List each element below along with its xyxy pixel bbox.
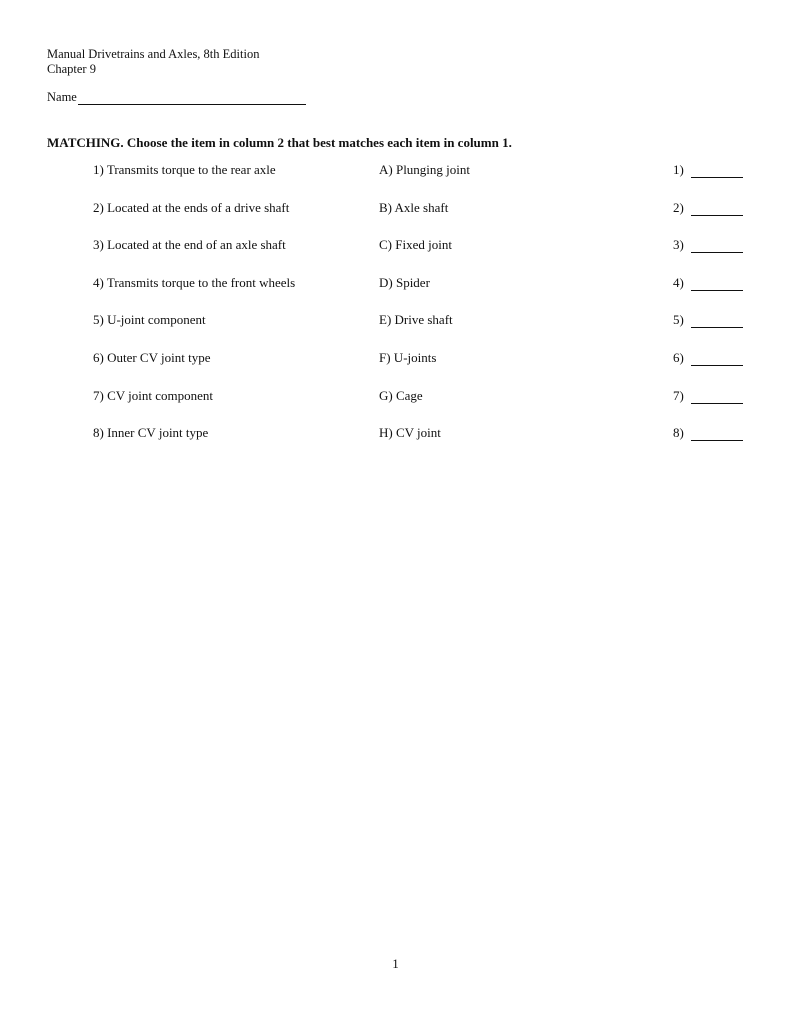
answer-label: 7) bbox=[673, 387, 684, 403]
column1-item: 6) Outer CV joint type bbox=[93, 349, 211, 365]
matching-row bbox=[0, 200, 791, 238]
answer-field[interactable] bbox=[673, 200, 743, 216]
book-title: Manual Drivetrains and Axles, 8th Edition bbox=[47, 47, 260, 61]
column2-option: G) Cage bbox=[379, 387, 423, 403]
name-label: Name bbox=[47, 90, 77, 104]
page-number: 1 bbox=[392, 956, 399, 971]
matching-row bbox=[0, 162, 791, 200]
answer-blank-line[interactable] bbox=[691, 164, 743, 178]
column2-option: D) Spider bbox=[379, 274, 430, 290]
answer-field[interactable] bbox=[673, 425, 743, 441]
document-header bbox=[47, 47, 259, 77]
answer-label: 3) bbox=[673, 237, 684, 253]
column1-item: 5) U-joint component bbox=[93, 312, 206, 328]
answer-blank-line[interactable] bbox=[691, 239, 743, 253]
answer-blank-line[interactable] bbox=[691, 427, 743, 441]
matching-instructions: MATCHING. Choose the item in column 2 that best matches each item in column 1. bbox=[47, 135, 512, 150]
answer-blank-line[interactable] bbox=[691, 202, 743, 216]
column2-option: F) U-joints bbox=[379, 349, 437, 365]
column2-option: E) Drive shaft bbox=[379, 312, 453, 328]
name-field[interactable] bbox=[47, 90, 306, 105]
answer-field[interactable] bbox=[673, 237, 743, 253]
chapter-label: Chapter 9 bbox=[47, 62, 96, 76]
matching-row bbox=[0, 275, 791, 313]
matching-row bbox=[0, 425, 791, 463]
name-blank-line[interactable] bbox=[78, 92, 306, 105]
column1-item: 1) Transmits torque to the rear axle bbox=[93, 162, 276, 177]
matching-table bbox=[0, 162, 791, 463]
answer-blank-line[interactable] bbox=[691, 277, 743, 291]
matching-row bbox=[0, 237, 791, 275]
answer-label: 6) bbox=[673, 349, 684, 365]
answer-blank-line[interactable] bbox=[691, 352, 743, 366]
column2-option: C) Fixed joint bbox=[379, 237, 452, 253]
answer-label: 4) bbox=[673, 274, 684, 290]
answer-blank-line[interactable] bbox=[691, 314, 743, 328]
column2-option: A) Plunging joint bbox=[379, 162, 471, 177]
answer-label: 2) bbox=[673, 199, 684, 215]
answer-label: 1) bbox=[673, 162, 684, 177]
column1-item: 3) Located at the end of an axle shaft bbox=[93, 237, 286, 253]
matching-row bbox=[0, 388, 791, 426]
matching-row bbox=[0, 350, 791, 388]
answer-field[interactable] bbox=[673, 350, 743, 366]
answer-label: 8) bbox=[673, 425, 684, 441]
column2-option: H) CV joint bbox=[379, 425, 441, 441]
matching-row bbox=[0, 312, 791, 350]
column2-option: B) Axle shaft bbox=[379, 199, 449, 215]
column1-item: 8) Inner CV joint type bbox=[93, 425, 209, 441]
column1-item: 4) Transmits torque to the front wheels bbox=[93, 274, 296, 290]
answer-field[interactable] bbox=[673, 275, 743, 291]
answer-blank-line[interactable] bbox=[691, 390, 743, 404]
answer-field[interactable] bbox=[673, 388, 743, 404]
answer-field[interactable] bbox=[673, 162, 743, 178]
column1-item: 2) Located at the ends of a drive shaft bbox=[93, 199, 290, 215]
answer-label: 5) bbox=[673, 312, 684, 328]
column1-item: 7) CV joint component bbox=[93, 387, 214, 403]
answer-field[interactable] bbox=[673, 312, 743, 328]
